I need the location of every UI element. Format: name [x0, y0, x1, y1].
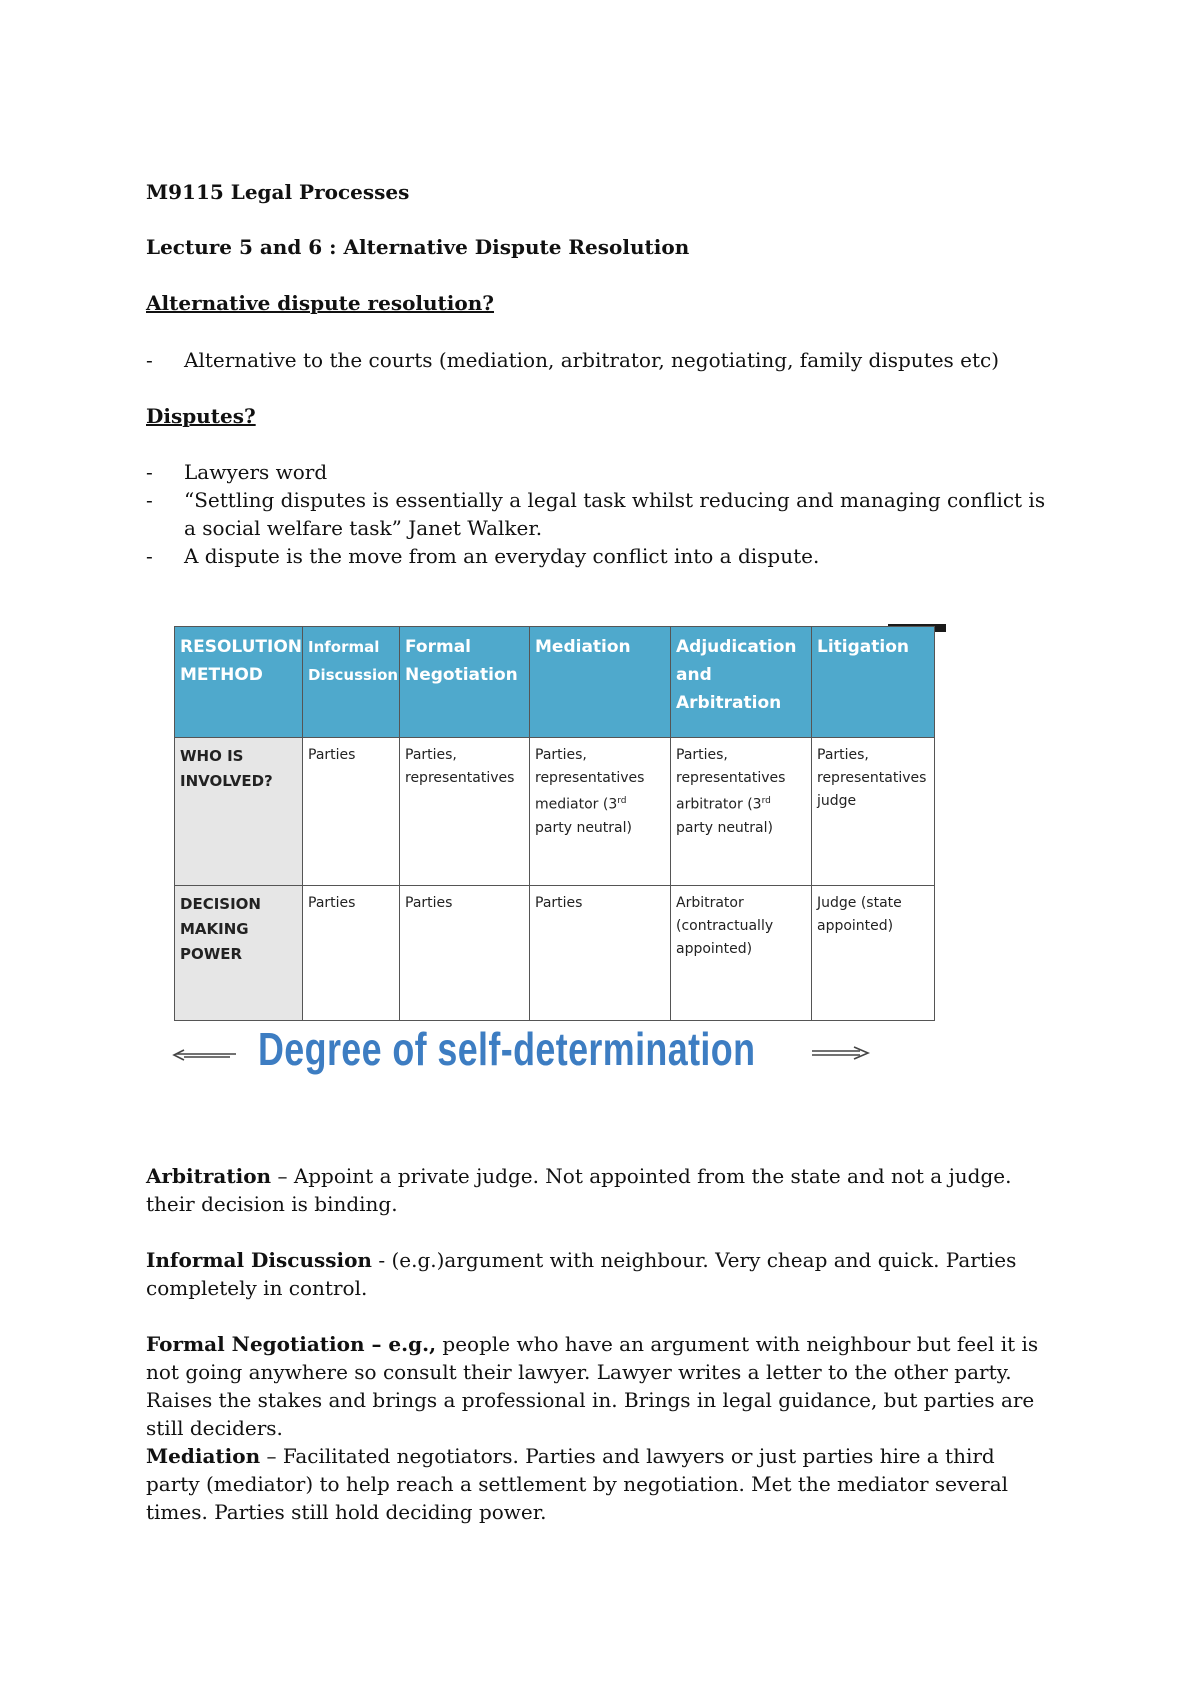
- row-header: DECISION MAKING POWER: [175, 886, 303, 1021]
- definition-separator: -: [371, 1248, 392, 1272]
- definition-separator: –: [271, 1164, 294, 1188]
- self-determination-scale: [170, 1022, 930, 1086]
- table-cell: Judge (state appointed): [812, 886, 935, 1021]
- column-header: Mediation: [530, 627, 671, 738]
- table-cell: Arbitrator (contractually appointed): [671, 886, 812, 1021]
- table-row: [175, 738, 935, 886]
- list-item: - A dispute is the move from an everyday conflict into a dispute.: [146, 542, 1046, 570]
- column-header: Litigation: [812, 627, 935, 738]
- table-cell: Parties: [303, 738, 400, 886]
- section-heading-disputes: Disputes?: [146, 404, 256, 428]
- table-cell: Parties, representatives judge: [812, 738, 935, 886]
- table-cell: Parties, representatives: [400, 738, 530, 886]
- lecture-title: Lecture 5 and 6 : Alternative Dispute Resolution: [146, 235, 690, 259]
- definition-term: Mediation: [146, 1444, 261, 1468]
- table-header-row: [175, 627, 935, 738]
- table-cell: Parties: [400, 886, 530, 1021]
- definition-formal-negotiation: [146, 1330, 1046, 1442]
- definition-text: people who have an argument with neighbour but feel it is not going anywhere so consult their lawyer. Lawyer writes a letter to the other party. Raises the stakes and brings a professional in. Brings in legal guidance, but parties are still deciders.: [146, 1332, 1039, 1440]
- section-heading-adr: Alternative dispute resolution?: [146, 291, 494, 315]
- definition-text: Facilitated negotiators. Parties and lawyers or just parties hire a third party (mediator) to help reach a settlement by negotiation. Met the mediator several times. Parties still hold deciding power.: [146, 1444, 1009, 1524]
- definition-term: Arbitration: [146, 1164, 272, 1188]
- definition-term: Informal Discussion: [146, 1248, 372, 1272]
- definition-text: (e.g.)argument with neighbour. Very cheap and quick. Parties completely in control.: [146, 1248, 1017, 1300]
- table-cell: Parties: [530, 886, 671, 1021]
- table-cell: Parties: [303, 886, 400, 1021]
- list-item: - Alternative to the courts (mediation, arbitrator, negotiating, family disputes etc): [146, 346, 1046, 374]
- resolution-methods-table-image: [174, 626, 934, 1021]
- column-header: Adjudication and Arbitration: [671, 627, 812, 738]
- definition-informal-discussion: [146, 1246, 1046, 1302]
- list-item: - “Settling disputes is essentially a legal task whilst reducing and managing conflict is a social welfare task” Janet Walker.: [146, 486, 1046, 542]
- definition-text: Appoint a private judge. Not appointed from the state and not a judge. their decision is binding.: [146, 1164, 1012, 1216]
- definition-arbitration: [146, 1162, 1046, 1218]
- column-header: Formal Negotiation: [400, 627, 530, 738]
- course-title: M9115 Legal Processes: [146, 180, 410, 204]
- column-header: RESOLUTION METHOD: [175, 627, 303, 738]
- list-item: - Lawyers word: [146, 458, 1046, 486]
- column-header: Informal Discussion: [303, 627, 400, 738]
- definition-term: Formal Negotiation – e.g.,: [146, 1332, 437, 1356]
- definition-mediation: [146, 1442, 1046, 1526]
- row-header: WHO IS INVOLVED?: [175, 738, 303, 886]
- resolution-methods-table: [174, 626, 935, 1021]
- table-cell: Parties, representatives mediator (3rd party neutral): [530, 738, 671, 886]
- adr-bullet-list: [146, 346, 1046, 374]
- scale-label: Degree of self-determination: [258, 1023, 756, 1075]
- definition-separator: –: [260, 1444, 283, 1468]
- disputes-bullet-list: [146, 458, 1046, 570]
- table-cell: Parties, representatives arbitrator (3rd party neutral): [671, 738, 812, 886]
- table-row: [175, 886, 935, 1021]
